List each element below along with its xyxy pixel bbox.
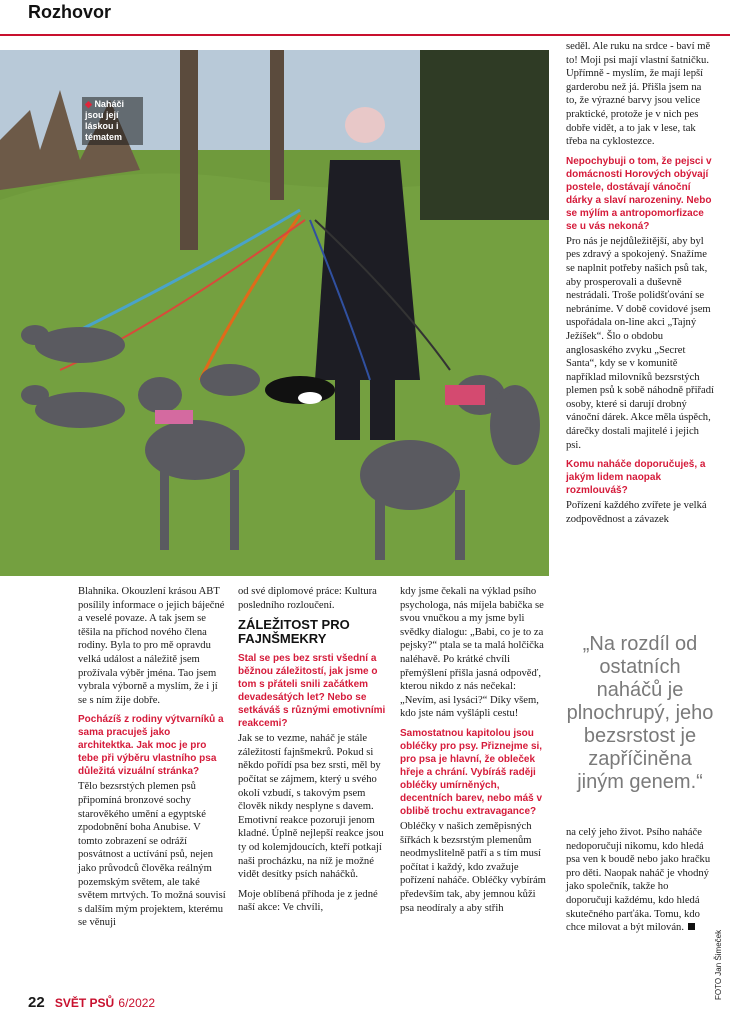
paragraph: od své diplomové práce: Kultura posledního rozloučení. xyxy=(238,586,377,611)
question: Nepochybuji o tom, že pejsci v domácnosti Horových obývají postele, dostávají vánoční dárky a slaví narozeniny. Nebo se mýlím a antropomorfizace se u vás nekoná? xyxy=(566,155,712,232)
question: Samostatnou kapitolou jsou obléčky pro psy. Přiznejme si, pro psa je hlavní, že obleček hřeje a chrání. Vybíráš raději obléčky umírněných, decentních barev, nebo máš v oblibě trochu extravagance? xyxy=(400,727,543,817)
end-mark-icon xyxy=(688,923,695,930)
question: Komu naháče doporučuješ, a jakým lidem naopak rozmlouváš? xyxy=(566,459,706,497)
caption-text: Naháči jsou její láskou i tématem xyxy=(85,99,124,142)
magazine-name: SVĚT PSŮ xyxy=(54,996,115,1010)
photo-caption xyxy=(82,97,143,145)
caption-bullet-icon: ◆ xyxy=(85,99,92,109)
question: Stal se pes bez srsti všední a běžnou záležitostí, jak jsme o tom s přáteli snili začátkem devadesátých let? Nebo se setkáváš s různými emotivními reakcemi? xyxy=(238,653,386,730)
paragraph: kdy jsme čekali na výklad psího psychologa, nás míjela babička se svou vnučkou a my jsme byli svědky dialogu: „Babi, co je to za pejsky?“ ptala se ta malá holčička naléhavě. Po krátké chvíli přemýšlení přišla jasná odpověď, kterou nikdo z nás nečekal: „Nevím, asi lysáci?“ Díky všem, kdo jste nám vyšlápli cestu! xyxy=(400,586,544,720)
paragraph: Obléčky v našich zeměpisných šířkách k bezsrstým plemenům neodmyslitelně patří a s tím musí počítat i každý, kdo zvažuje pořízení naháče. Obléčky vybírám především tak, aby jemnou kůži psa neodíraly a aby střih xyxy=(400,820,546,914)
paragraph: seděl. Ale ruku na srdce - baví mě to! Moji psi mají vlastní šatničku. Upřímně - myslím, že mají lepší garderobu než já. Přišla jsem na to, že výrazné barvy jsou velice praktické, protože je v nich pes dobře vidět, a to jak v lese, tak třeba na cyklostezce. xyxy=(566,41,711,148)
closing-text: na celý jeho život. Psího naháče nedoporučuji nikomu, kdo hledá psa ven k boudě nebo jako hračku pro děti. Naopak naháč je vhodný jako společník, takže ho doporučuji každému, kdo hledá skutečného parťáka. Tomu, kdo chce milovat a být milován. xyxy=(566,827,711,934)
article-column-1 xyxy=(78,585,226,936)
paragraph: Blahnika. Okouzlení krásou ABT posílily informace o jejich báječné a veselé povaze. A tak jsem se těšila na příchod nového člena rodiny. Byla to pro mě opravdu velká událost a náležitě jsem prožívala výběr jména. Tao jsem vybrala výborně a myslím, že i jí se s ním žije dobře. xyxy=(78,586,225,706)
article-column-2 xyxy=(238,585,386,921)
page-footer xyxy=(28,994,155,1011)
section-title: Rozhovor xyxy=(28,2,111,22)
page-number: 22 xyxy=(28,994,45,1011)
question: Pocházíš z rodiny výtvarníků a sama pracuješ jako architektka. Jak moc je pro tebe při výběru vlastního psa důležitá vizuální stránka? xyxy=(78,714,224,778)
paragraph: Pro nás je nejdůležitější, aby byl pes zdravý a spokojený. Snažíme se naplnit potřeby našich psů tak, aby prosperovali a duševně nestrádali. Troše polidšťování se nebráníme. V době covidové jsem uspořádala on-line akci „Tajný Ježíšek“. Šlo o obdobu anglosaského zvyku „Secret Santa“, kdy se v komunitě například milovníků bezsrstých plemen psů k sobě náhodně přiřadí osoby, které si darují drobný vánoční dárek. Akce měla úspěch, dárečky dostali majitelé i jejich psi. xyxy=(566,235,714,451)
article-column-4-end xyxy=(566,826,714,941)
paragraph: Tělo bezsrstých plemen psů připomíná bronzové sochy starověkého umění a egyptské zpodobnění boha Anubise. V tomto zobrazení se odráží posvátnost a uctívání psů, nejen jako průvodců člověka reálným pozemským světem, ale také světem mrtvých. To možná souvisí s dalším mým projektem, kterému se věnuji xyxy=(78,781,226,929)
paragraph: Pořízení každého zvířete je velká zodpovědnost a závazek xyxy=(566,500,707,525)
article-column-4 xyxy=(566,40,714,532)
paragraph: Moje oblíbená příhoda je z jedné naší akce: Ve chvíli, xyxy=(238,888,378,914)
paragraph xyxy=(566,826,714,935)
pull-quote: „Na rozdíl od ostatních naháčů je plnochrupý, jeho bezsrstost je zapříčiněna jiným genem.“ xyxy=(566,633,714,793)
photo-credit: FOTO Jan Šimeček xyxy=(714,929,723,1000)
article-column-3 xyxy=(400,585,548,921)
subheading: ZÁLEŽITOST PRO FAJNŠMEKRY xyxy=(238,617,350,647)
header-rule xyxy=(0,34,730,36)
paragraph: Jak se to vezme, naháč je stále záležitostí fajnšmekrů. Pokud si někdo pořídí psa bez srsti, měl by počítat se zájmem, který u svého okolí vzbudí, s takovým psem člověk nikdy nesplyne s davem. Emotivní reakce pozoruji jenom kladné. Úplně nejlepší reakce jsou ty od kolemjdoucích, kteří potkají naši procházku, na níž je možné vidět desítky psích naháčků. xyxy=(238,733,384,881)
issue-number: 6/2022 xyxy=(118,996,156,1010)
